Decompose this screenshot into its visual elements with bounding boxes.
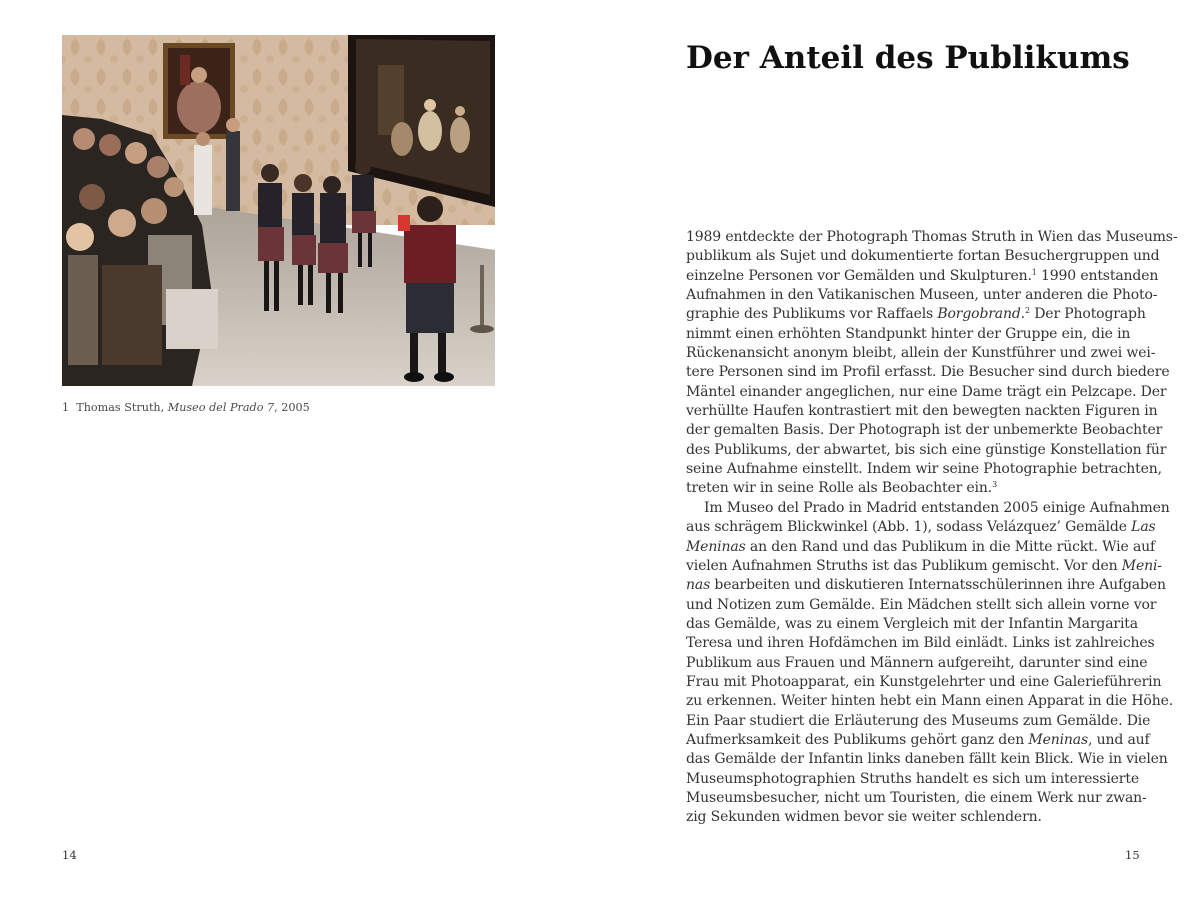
page-number-right: 15 <box>1125 848 1140 862</box>
text-segment: Der Photograph <box>1029 306 1146 323</box>
text-segment: Publikum aus Frauen und Männern aufgereiht, darunter sind eine <box>686 654 1148 671</box>
text-segment: seine Aufnahme einstellt. Indem wir seine Photographie betrachten, <box>686 461 1162 478</box>
text-segment: . <box>1020 306 1025 323</box>
text-segment: Teresa und ihren Hofdämchen im Bild einlädt. Links ist zahlreiches <box>686 635 1155 652</box>
text-segment: des Publikums, der abwartet, bis sich eine günstige Konstellation für <box>686 441 1167 458</box>
text-line <box>686 305 1166 324</box>
text-segment: vielen Aufnahmen Struths ist das Publikum gemischt. Vor den <box>686 557 1122 574</box>
museum-photo <box>62 35 495 386</box>
italic-text: Meninas <box>1028 731 1089 748</box>
text-line <box>686 750 1166 769</box>
text-line <box>686 479 1166 498</box>
text-segment: Museumsbesucher, nicht um Touristen, die einem Werk nur zwan- <box>686 789 1147 806</box>
text-segment: tere Personen sind im Profil erfasst. Die Besucher sind durch biedere <box>686 364 1170 381</box>
italic-text: Meninas <box>686 538 746 555</box>
text-line <box>686 421 1166 440</box>
text-segment: Im Museo del Prado in Madrid entstanden 2005 einige Aufnahmen <box>704 499 1170 516</box>
text-line <box>686 634 1166 653</box>
footnote-marker: 3 <box>992 480 998 490</box>
text-segment: Aufnahmen in den Vatikanischen Museen, unter anderen die Photo- <box>686 287 1158 304</box>
figure-year: , 2005 <box>274 401 310 414</box>
text-segment: bearbeiten und diskutieren Internatsschülerinnen ihre Aufgaben <box>710 577 1166 594</box>
figure-caption <box>62 401 310 415</box>
text-line <box>686 344 1166 363</box>
figure-title: Museo del Prado 7 <box>167 401 275 414</box>
text-line <box>686 518 1166 537</box>
text-segment: das Gemälde, was zu einem Vergleich mit der Infantin Margarita <box>686 615 1138 632</box>
text-segment: einzelne Personen vor Gemälden und Skulpturen. <box>686 267 1032 284</box>
text-segment: treten wir in seine Rolle als Beobachter ein. <box>686 480 993 497</box>
text-segment: publikum als Sujet und dokumentierte fortan Besuchergruppen und <box>686 248 1160 265</box>
text-line <box>686 402 1166 421</box>
text-segment: , und auf <box>1088 731 1150 748</box>
text-segment: das Gemälde der Infantin links daneben fällt kein Blick. Wie in vielen <box>686 751 1168 768</box>
text-line <box>686 770 1166 789</box>
footnote-marker: 2 <box>1024 306 1030 316</box>
text-segment: graphie des Publikums vor Raffaels <box>686 306 938 323</box>
text-segment: 1990 entstanden <box>1036 267 1159 284</box>
text-segment: Mäntel einander angeglichen, nur eine Dame trägt ein Pelzcape. Der <box>686 383 1167 400</box>
text-line <box>686 460 1166 479</box>
text-segment: zu erkennen. Weiter hinten hebt ein Mann einen Apparat in die Höhe. <box>686 693 1173 710</box>
text-segment: Aufmerksamkeit des Publikums gehört ganz den <box>686 731 1029 748</box>
italic-text: Meni- <box>1121 557 1162 574</box>
text-line <box>686 576 1166 595</box>
text-line <box>686 692 1173 711</box>
text-segment: an den Rand und das Publikum in die Mitte rückt. Wie auf <box>745 538 1156 555</box>
figure-artist: Thomas Struth, <box>76 401 165 414</box>
text-line <box>686 615 1166 634</box>
page-number-left: 14 <box>62 848 77 862</box>
text-line <box>686 789 1166 808</box>
text-line <box>686 808 1166 827</box>
text-line <box>686 286 1166 305</box>
text-line <box>686 731 1166 750</box>
text-line <box>686 325 1166 344</box>
italic-text: Las <box>1131 519 1156 536</box>
text-line <box>686 596 1166 615</box>
text-line <box>686 441 1166 460</box>
text-segment: der gemalten Basis. Der Photograph ist der unbemerkte Beobachter <box>686 422 1163 439</box>
text-segment: Museumsphotographien Struths handelt es sich um interessierte <box>686 770 1139 787</box>
text-line <box>686 557 1166 576</box>
text-segment: Frau mit Photoapparat, ein Kunstgelehrter und eine Galerieführerin <box>686 673 1162 690</box>
figure-number: 1 <box>62 401 70 414</box>
text-segment: nimmt einen erhöhten Standpunkt hinter der Gruppe ein, die in <box>686 325 1131 342</box>
text-segment: Ein Paar studiert die Erläuterung des Museums zum Gemälde. Die <box>686 712 1151 729</box>
text-line <box>686 247 1166 266</box>
text-line <box>686 228 1178 247</box>
text-segment: zig Sekunden widmen bevor sie weiter schlendern. <box>686 809 1042 826</box>
text-segment: aus schrägem Blickwinkel (Abb. 1), sodass Velázquez’ Gemälde <box>686 519 1132 536</box>
text-line <box>686 499 1170 518</box>
text-segment: und Notizen zum Gemälde. Ein Mädchen stellt sich allein vorne vor <box>686 596 1157 613</box>
text-line <box>686 673 1166 692</box>
footnote-marker: 1 <box>1031 267 1037 277</box>
italic-text: nas <box>686 577 711 594</box>
text-line <box>686 267 1166 286</box>
text-line <box>686 654 1166 673</box>
text-line <box>686 538 1166 557</box>
text-segment: 1989 entdeckte der Photograph Thomas Struth in Wien das Museums- <box>686 229 1178 245</box>
text-line <box>686 383 1166 402</box>
text-segment: verhüllte Haufen kontrastiert mit den bewegten nackten Figuren in <box>686 403 1158 420</box>
chapter-heading: Der Anteil des Publikums <box>686 40 1130 76</box>
italic-text: Borgobrand <box>937 306 1021 323</box>
body-text <box>686 228 1178 828</box>
text-line <box>686 712 1166 731</box>
text-segment: Rückenansicht anonym bleibt, allein der Kunstführer und zwei wei- <box>686 345 1156 362</box>
text-line <box>686 363 1170 382</box>
